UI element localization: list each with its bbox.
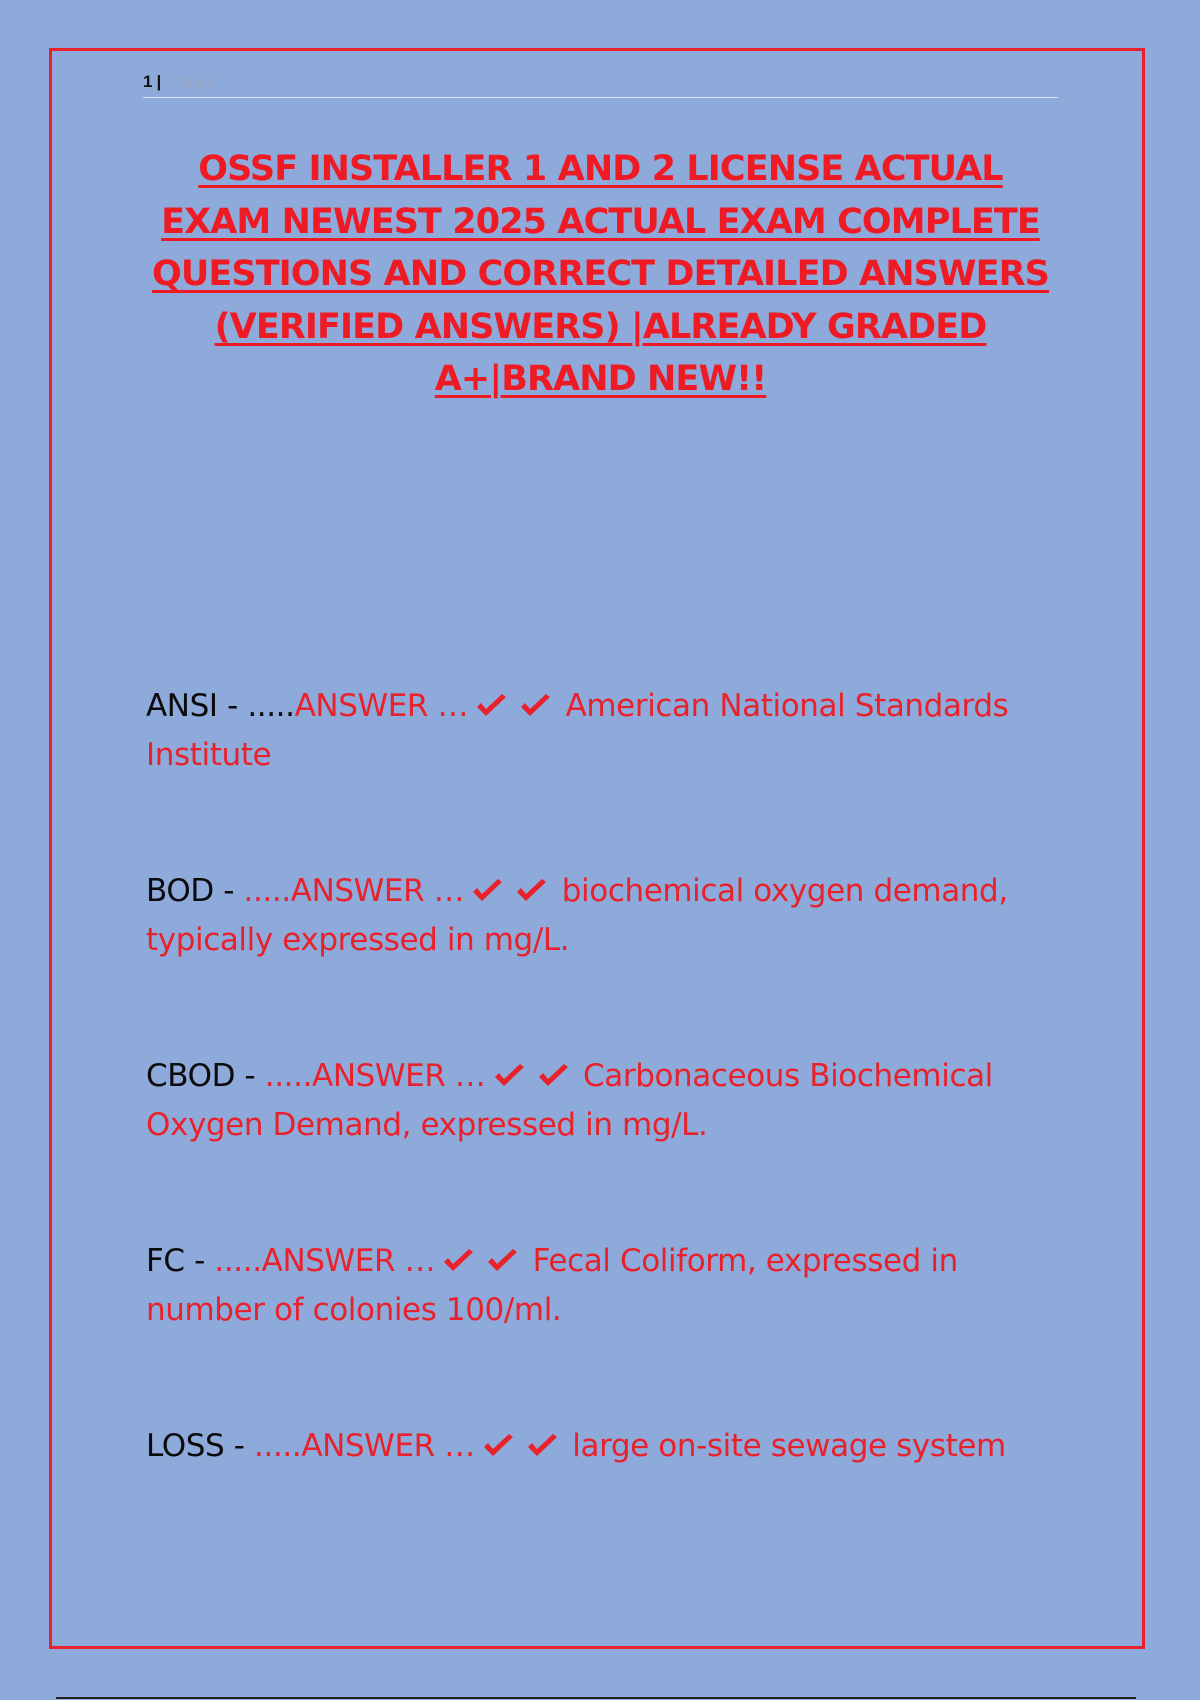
check-icon bbox=[512, 876, 552, 906]
qa-entry: FC - .....ANSWER … Fecal Coliform, expressed in number of colonies 100/ml. bbox=[146, 1243, 958, 1328]
entry-answer: American National Standards Institute bbox=[146, 688, 1009, 773]
document-title bbox=[143, 143, 1058, 406]
check-icon bbox=[468, 876, 508, 906]
check-icon bbox=[534, 1061, 574, 1091]
qa-entry: CBOD - .....ANSWER … Carbonaceous Biochemical Oxygen Demand, expressed in mg/L. bbox=[146, 1058, 993, 1143]
title-line: (VERIFIED ANSWERS) |ALREADY GRADED bbox=[214, 306, 987, 347]
entry-term: FC bbox=[146, 1243, 185, 1279]
page-separator: | bbox=[156, 72, 162, 91]
answer-marker: ANSWER … bbox=[261, 1243, 436, 1279]
answer-marker: ANSWER … bbox=[290, 873, 465, 909]
entry-term: LOSS bbox=[146, 1428, 225, 1464]
qa-entry: ANSI - .....ANSWER … American National Standards Institute bbox=[146, 688, 1009, 773]
page-bottom-rule bbox=[56, 1697, 1136, 1699]
check-icon bbox=[472, 691, 512, 721]
page-number: 1 bbox=[143, 72, 153, 91]
title-line: EXAM NEWEST 2025 ACTUAL EXAM COMPLETE bbox=[161, 201, 1040, 242]
entry-term: BOD bbox=[146, 873, 214, 909]
check-icon bbox=[516, 691, 556, 721]
answer-marker: ANSWER … bbox=[312, 1058, 486, 1094]
qa-entry: LOSS - .....ANSWER … large on-site sewage system bbox=[146, 1428, 1006, 1464]
answer-marker: ANSWER … bbox=[301, 1428, 475, 1464]
title-line: QUESTIONS AND CORRECT DETAILED ANSWERS bbox=[152, 254, 1049, 294]
entry-answer: Fecal Coliform, expressed in number of colonies 100/ml. bbox=[146, 1243, 958, 1328]
entry-term: ANSI bbox=[146, 688, 218, 724]
check-icon bbox=[523, 1431, 563, 1461]
title-line: OSSF INSTALLER 1 AND 2 LICENSE ACTUAL bbox=[198, 149, 1003, 189]
answer-marker: ANSWER … bbox=[294, 688, 469, 724]
page-header bbox=[143, 70, 1058, 98]
entry-term: CBOD bbox=[146, 1058, 236, 1094]
entry-answer: large on-site sewage system bbox=[572, 1428, 1006, 1464]
entry-answer: Carbonaceous Biochemical Oxygen Demand, expressed in mg/L. bbox=[146, 1058, 993, 1143]
check-icon bbox=[483, 1246, 523, 1276]
check-icon bbox=[439, 1246, 479, 1276]
title-line: A+|BRAND NEW!! bbox=[434, 359, 767, 399]
page-label: Page bbox=[167, 74, 221, 91]
entry-answer: biochemical oxygen demand, typically expressed in mg/L. bbox=[146, 873, 1008, 958]
qa-entry: BOD - .....ANSWER … biochemical oxygen demand, typically expressed in mg/L. bbox=[146, 873, 1008, 958]
check-icon bbox=[490, 1061, 530, 1091]
check-icon bbox=[479, 1431, 519, 1461]
